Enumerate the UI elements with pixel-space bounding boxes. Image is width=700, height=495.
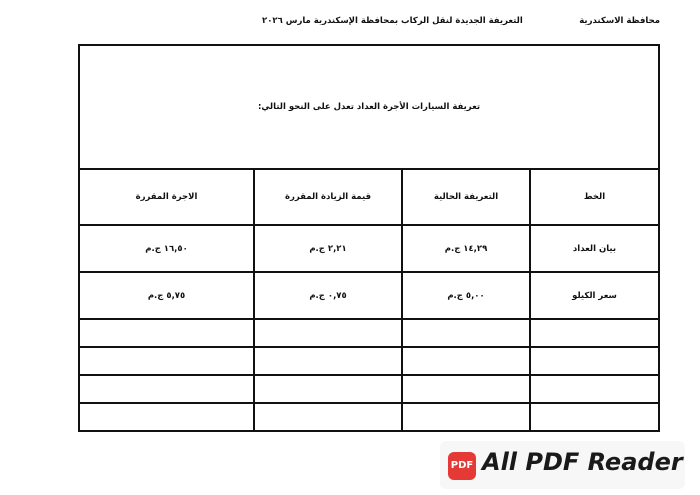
empty-cell (402, 347, 530, 375)
empty-row (79, 319, 659, 347)
current-fare-value: ١٤,٢٩ ج.م (402, 225, 530, 272)
increase-value: ٠,٧٥ ج.م (254, 272, 402, 319)
empty-cell (402, 403, 530, 431)
new-fare-value: ٥,٧٥ ج.م (79, 272, 254, 319)
row-label: سعر الكيلو (530, 272, 659, 319)
empty-row (79, 347, 659, 375)
empty-cell (254, 319, 402, 347)
table-header-row (79, 169, 659, 225)
empty-cell (530, 375, 659, 403)
empty-cell (79, 403, 254, 431)
new-fare-value: ١٦,٥٠ ج.م (79, 225, 254, 272)
table-row (79, 272, 659, 319)
empty-cell (254, 403, 402, 431)
empty-cell (79, 319, 254, 347)
app-watermark (440, 441, 685, 489)
current-fare-value: ٥,٠٠ ج.م (402, 272, 530, 319)
empty-cell (530, 403, 659, 431)
increase-value: ٢,٢١ ج.م (254, 225, 402, 272)
governorate-label: محافظة الاسكندرية (579, 16, 660, 26)
pdf-icon: PDF (448, 452, 476, 480)
empty-cell (79, 375, 254, 403)
empty-cell (402, 375, 530, 403)
empty-cell (530, 347, 659, 375)
header-new-fare: الاجرة المقررة (79, 169, 254, 225)
table-row (79, 225, 659, 272)
empty-cell (402, 319, 530, 347)
row-label: بيان العداد (530, 225, 659, 272)
empty-row (79, 375, 659, 403)
empty-cell (530, 319, 659, 347)
fare-table (78, 44, 660, 432)
empty-cell (254, 375, 402, 403)
watermark-text: All PDF Reader (482, 448, 683, 476)
document-title: التعريفة الجديدة لنقل الركاب بمحافظة الإسكندرية مارس ٢٠٢٦ (262, 16, 523, 26)
header-increase: قيمة الزيادة المقررة (254, 169, 402, 225)
header-current-fare: التعريفة الحالية (402, 169, 530, 225)
header-line: الخط (530, 169, 659, 225)
empty-cell (254, 347, 402, 375)
empty-cell (79, 347, 254, 375)
intro-text: تعريفة السيارات الأجرة العداد تعدل على النحو التالي: (79, 45, 659, 169)
empty-row (79, 403, 659, 431)
